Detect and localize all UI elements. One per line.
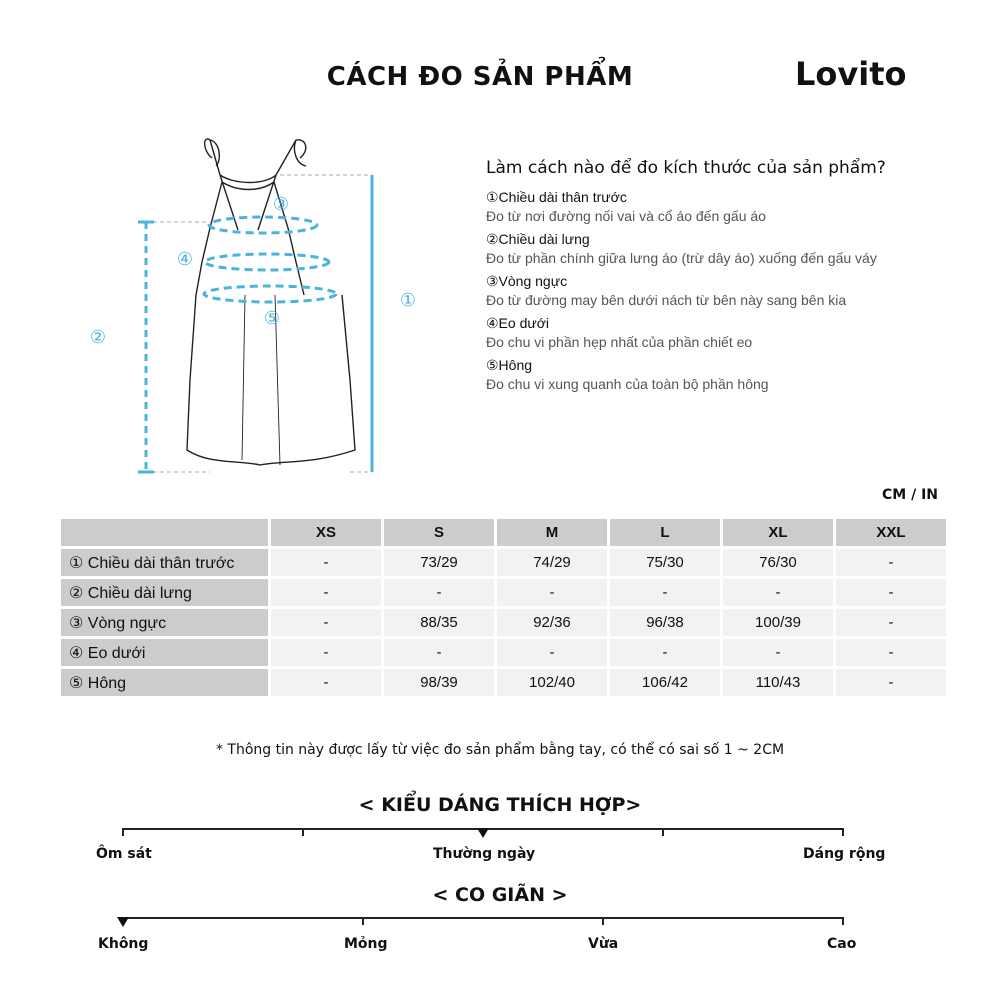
table-cell: - xyxy=(723,639,833,666)
table-cell: - xyxy=(497,639,607,666)
fit-scale-label: Ôm sát xyxy=(96,846,152,862)
table-cell: - xyxy=(836,639,946,666)
table-cell: - xyxy=(271,669,381,696)
table-cell: - xyxy=(836,579,946,606)
table-row xyxy=(61,579,946,606)
stretch-scale-label: Vừa xyxy=(588,936,619,952)
brand-logo: Lovito xyxy=(795,55,907,93)
table-corner xyxy=(61,519,268,546)
dress-illustration xyxy=(70,120,450,490)
label-2: ② xyxy=(89,327,107,348)
measurement-note: * Thông tin này được lấy từ việc đo sản phẩm bằng tay, có thể có sai số 1 ~ 2CM xyxy=(215,742,785,758)
row-label: ⑤ Hông xyxy=(61,669,268,696)
table-cell: - xyxy=(384,639,494,666)
unit-label: CM / IN xyxy=(882,487,938,503)
stretch-scale-marker-icon xyxy=(117,917,129,927)
fit-scale-label: Dáng rộng xyxy=(803,846,886,862)
size-header: XXL xyxy=(836,519,946,546)
stretch-scale-title: < CO GIÃN > xyxy=(432,884,568,906)
guide-item xyxy=(486,314,946,352)
fit-scale-marker-icon xyxy=(477,828,489,838)
measurement-guide xyxy=(486,158,946,398)
fit-scale-title: < KIỂU DÁNG THÍCH HỢP> xyxy=(358,794,642,816)
table-cell: - xyxy=(271,639,381,666)
table-cell: - xyxy=(271,549,381,576)
table-cell: 88/35 xyxy=(384,609,494,636)
stretch-scale-tick xyxy=(602,917,604,925)
table-cell: 102/40 xyxy=(497,669,607,696)
table-cell: - xyxy=(610,579,720,606)
guide-item xyxy=(486,188,946,226)
row-label: ② Chiều dài lưng xyxy=(61,579,268,606)
measure-ellipse-3 xyxy=(209,217,317,233)
table-cell: 73/29 xyxy=(384,549,494,576)
label-1: ① xyxy=(399,290,417,311)
table-cell: - xyxy=(384,579,494,606)
table-cell: - xyxy=(271,609,381,636)
row-label: ④ Eo dưới xyxy=(61,639,268,666)
stretch-scale-tick xyxy=(362,917,364,925)
guide-item-desc: Đo từ đường may bên dưới nách từ bên này sang bên kia xyxy=(486,292,847,308)
stretch-scale-label: Mỏng xyxy=(344,936,388,952)
guide-item-title: ①Chiều dài thân trước xyxy=(486,189,627,205)
table-cell: - xyxy=(836,549,946,576)
guide-item xyxy=(486,356,946,394)
table-cell: - xyxy=(497,579,607,606)
table-cell: 75/30 xyxy=(610,549,720,576)
fit-scale-label: Thường ngày xyxy=(433,846,536,862)
guide-item-title: ⑤Hông xyxy=(486,357,533,373)
table-header-row xyxy=(61,519,946,546)
guide-heading: Làm cách nào để đo kích thước của sản phẩm? xyxy=(486,158,886,178)
label-3: ③ xyxy=(272,194,290,215)
guide-item-title: ④Eo dưới xyxy=(486,315,550,331)
table-cell: - xyxy=(836,669,946,696)
stretch-scale-line xyxy=(122,917,844,919)
guide-item-desc: Đo từ phần chính giữa lưng áo (trừ dây áo) xuống đến gấu váy xyxy=(486,250,877,266)
table-row xyxy=(61,669,946,696)
size-header: XS xyxy=(271,519,381,546)
size-table xyxy=(58,516,949,699)
guide-item-title: ③Vòng ngực xyxy=(486,273,568,289)
measure-ellipse-4 xyxy=(205,254,329,270)
guide-item-desc: Đo từ nơi đường nối vai và cổ áo đến gấu áo xyxy=(486,208,766,224)
fit-scale-tick xyxy=(122,828,124,836)
table-cell: 100/39 xyxy=(723,609,833,636)
guide-item-desc: Đo chu vi xung quanh của toàn bộ phần hông xyxy=(486,376,769,392)
size-header: M xyxy=(497,519,607,546)
guide-item xyxy=(486,272,946,310)
fit-scale-tick xyxy=(662,828,664,836)
table-cell: 98/39 xyxy=(384,669,494,696)
table-cell: 74/29 xyxy=(497,549,607,576)
label-4: ④ xyxy=(176,249,194,270)
table-row xyxy=(61,609,946,636)
guide-item xyxy=(486,230,946,268)
stretch-scale-label: Cao xyxy=(827,936,857,952)
size-header: S xyxy=(384,519,494,546)
measure-ellipse-5 xyxy=(204,286,336,302)
stretch-scale-tick xyxy=(842,917,844,925)
fit-scale-tick xyxy=(302,828,304,836)
table-row xyxy=(61,639,946,666)
table-cell: 106/42 xyxy=(610,669,720,696)
table-cell: 92/36 xyxy=(497,609,607,636)
table-cell: 110/43 xyxy=(723,669,833,696)
size-header: XL xyxy=(723,519,833,546)
table-cell: - xyxy=(271,579,381,606)
size-header: L xyxy=(610,519,720,546)
guide-item-title: ②Chiều dài lưng xyxy=(486,231,590,247)
stretch-scale-label: Không xyxy=(98,936,149,952)
table-row xyxy=(61,549,946,576)
label-5: ⑤ xyxy=(263,308,281,329)
table-cell: - xyxy=(610,639,720,666)
table-cell: - xyxy=(836,609,946,636)
fit-scale-tick xyxy=(842,828,844,836)
guide-item-desc: Đo chu vi phần hẹp nhất của phần chiết eo xyxy=(486,334,753,350)
table-cell: 96/38 xyxy=(610,609,720,636)
row-label: ① Chiều dài thân trước xyxy=(61,549,268,576)
table-cell: 76/30 xyxy=(723,549,833,576)
page-title: CÁCH ĐO SẢN PHẨM xyxy=(326,62,634,92)
table-cell: - xyxy=(723,579,833,606)
row-label: ③ Vòng ngực xyxy=(61,609,268,636)
